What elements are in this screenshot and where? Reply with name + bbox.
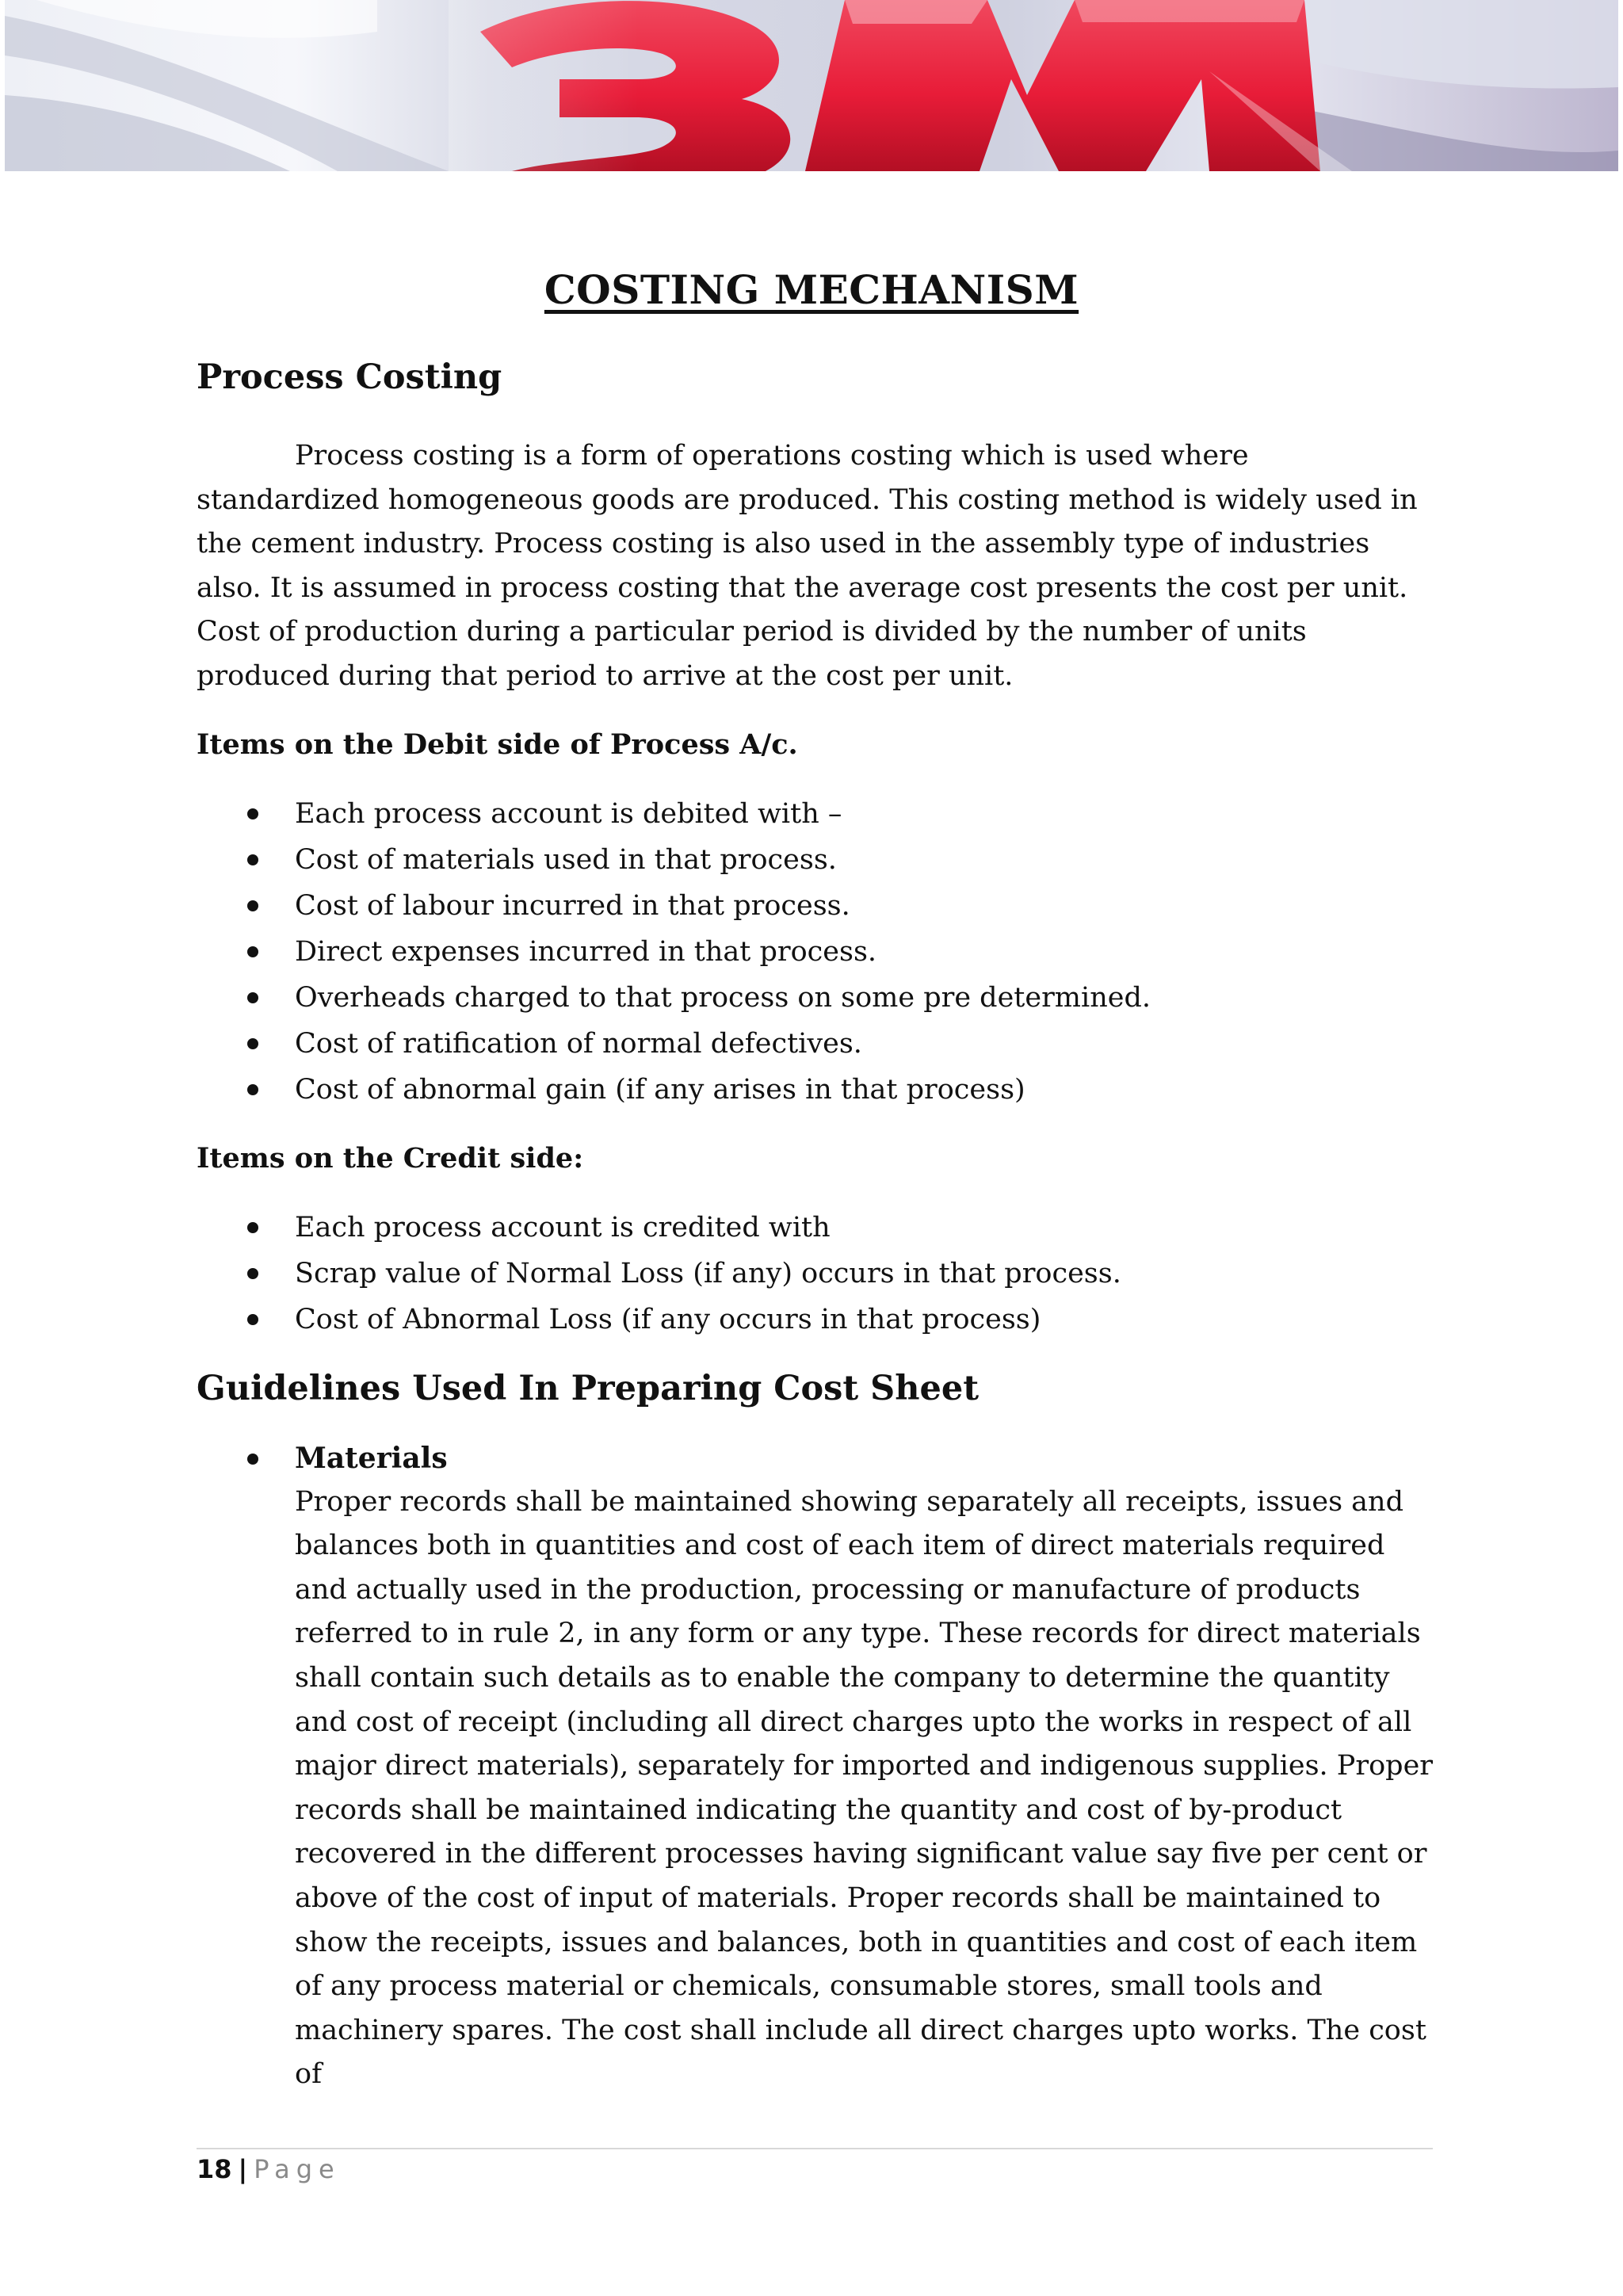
bullet-icon (247, 1314, 258, 1325)
debit-side-heading: Items on the Debit side of Process A/c. (197, 728, 798, 761)
footer-separator: | (238, 2154, 248, 2184)
bullet-icon (247, 1268, 258, 1279)
footer-divider (197, 2148, 1433, 2149)
bullet-icon (247, 1038, 258, 1049)
list-item: Overheads charged to that process on some pre determined. (197, 975, 1433, 1021)
header-banner (5, 0, 1618, 171)
list-item: Cost of abnormal gain (if any arises in that process) (197, 1067, 1433, 1113)
process-costing-heading: Process Costing (197, 357, 502, 397)
bullet-icon (247, 808, 258, 819)
list-item: Cost of materials used in that process. (197, 837, 1433, 883)
bullet-icon (247, 854, 258, 865)
page-number: 18 (197, 2154, 232, 2184)
main-content (197, 355, 1433, 2097)
list-item: Cost of Abnormal Loss (if any occurs in that process) (197, 1297, 1433, 1343)
list-item: Direct expenses incurred in that process. (197, 929, 1433, 975)
bullet-icon (247, 1084, 258, 1095)
bullet-icon (247, 992, 258, 1003)
list-item: Scrap value of Normal Loss (if any) occurs in that process. (197, 1251, 1433, 1297)
list-item: Each process account is credited with (197, 1205, 1433, 1251)
list-item: Each process account is debited with – (197, 791, 1433, 837)
materials-item (197, 1436, 1433, 2097)
guidelines-heading: Guidelines Used In Preparing Cost Sheet (197, 1368, 980, 1408)
page-title: COSTING MECHANISM (544, 266, 1079, 313)
bullet-icon (247, 946, 258, 957)
debit-items-list (197, 791, 1433, 1113)
materials-title: Materials (295, 1441, 448, 1475)
page-footer (197, 2154, 341, 2184)
credit-items-list (197, 1205, 1433, 1343)
page-label: Page (254, 2154, 341, 2184)
list-item: Cost of ratification of normal defectives. (197, 1021, 1433, 1067)
bullet-icon (247, 1222, 258, 1233)
process-costing-paragraph: Process costing is a form of operations costing which is used where standardized homogeneous goods are produced. This costing method is widely used in the cement industry. Process costing is also used in the assembly type of industries also. It is assumed in process costing that the average cost presents the cost per unit. Cost of production during a particular period is divided by the number of units produced during that period to arrive at the cost per unit. (197, 440, 1418, 692)
banner-graphic (5, 0, 1618, 171)
credit-side-heading: Items on the Credit side: (197, 1141, 584, 1175)
list-item: Cost of labour incurred in that process. (197, 883, 1433, 929)
bullet-icon (247, 1454, 258, 1465)
materials-body: Proper records shall be maintained showing separately all receipts, issues and balances both in quantities and cost of each item of direct materials required and actually used in the production, processing or manufacture of products referred to in rule 2, in any form or any type. These records for direct materials shall contain such details as to enable the company to determine the quantity and cost of receipt (including all direct charges upto the works in respect of all major direct materials), separately for imported and indigenous supplies. Proper records shall be maintained indicating the quantity and cost of by-product recovered in the different processes having significant value say five per cent or above of the cost of input of materials. Proper records shall be maintained to show the receipts, issues and balances, both in quantities and cost of each item of any process material or chemicals, consumable stores, small tools and machinery spares. The cost shall include all direct charges upto works. The cost of (295, 1485, 1434, 2091)
bullet-icon (247, 900, 258, 911)
